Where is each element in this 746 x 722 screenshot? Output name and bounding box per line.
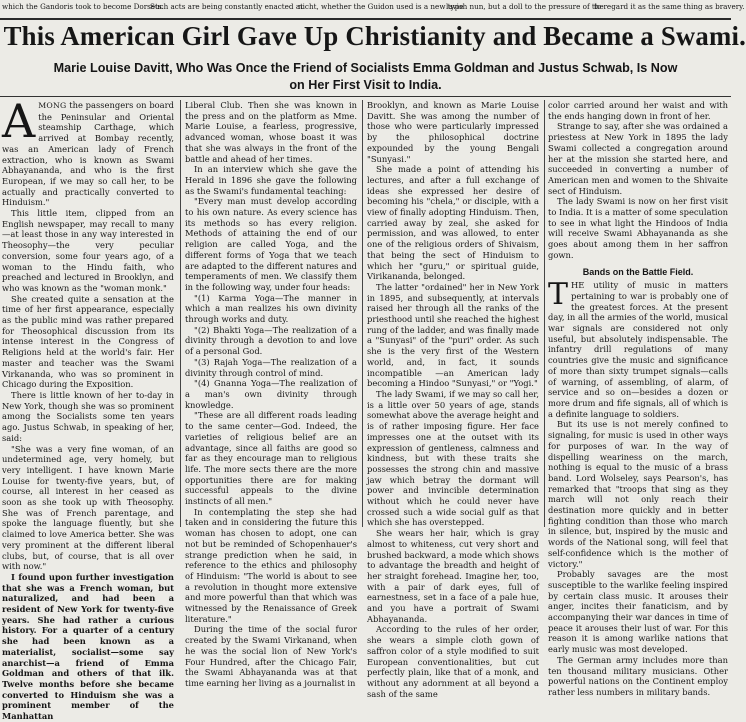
lead-paragraph: AMONG the passengers on board the Peninsular and Oriental steamship Carthage, which arrived at Bombay recently, was an American lady of French extraction, who is known as Swami Abhayananda, and who is the first European, if we may so call her, to be actually and practically converted to Hinduism." xyxy=(2,94,174,208)
paragraph: She created quite a sensation at the time of her first appearance, especially as the public mind was rather prepared for Theosophical discussion from its intense interest in the Congress of Religions held at the world's fair. Her master and teacher was the Swami Virkananda, who was so prominent in Chicago during the Exposition. xyxy=(2,293,174,390)
drop-cap: T xyxy=(548,277,569,313)
section-heading: Bands on the Battle Field. xyxy=(582,266,694,277)
article-subheadline-line-1: Marie Louise Davitt, Who Was Once the Friend of Socialists Emma Goldman and Justus Schwab, Is Now xyxy=(53,61,678,75)
paragraph: The lady Swami, if we may so call her, is a little over 50 years of age, stands somewhat above the average height and is of rather imposing figure. Her face impresses one at the outset with its expression of gentleness, calmness and kindness, but with these traits she possesses the strong chin and massive jaw which betray the dormant will power and invincible determination without which he could never have crossed such a wide social gulf as that which she has overstepped. xyxy=(367,388,539,528)
paragraph: There is little known of her to-day in New York, though she was so prominent among the Socialists some ten years ago. Justus Schwab, in speaking of her, said: xyxy=(2,389,174,443)
article-column-4 xyxy=(548,100,728,697)
column-divider xyxy=(544,100,545,527)
article-headline: This American Girl Gave Up Christianity and Became a Swami. xyxy=(3,21,746,51)
paragraph: "These are all different roads leading to the same center—God. Indeed, the varieties of religious belief are an advantage, since all faiths are good so far as they encourage man to religious life. The more sects there are the more opportunities there are for making successful appeals to the divine instincts of all men." xyxy=(185,410,357,507)
paragraph: "(2) Bhakti Yoga—The realization of a divinity through a devotion to and love of a personal God. xyxy=(185,324,357,357)
column-divider xyxy=(362,100,363,527)
paragraph: In contemplating the step she had taken and in considering the future this woman has chosen to adopt, one can not but be reminded of Schopenhauer's strange prediction when he said, in reference to the ethics and philosophy of Hinduism: "The world is about to see a revolution in thought more extensive and more powerful than that which was witnessed by the Renaissance of Greek literature." xyxy=(185,506,357,624)
paragraph-bold: I found upon further investigation that she was a French woman, but naturalized, and had been a resident of New York for twenty-five years. She had rather a curious history. For a quarter of a century she had been known as a materialist, socialist—some say anarchist—a friend of Emma Goldman and others of that ilk. Twelve months before she became converted to Hinduism she was a prominent member of the Manhattan xyxy=(2,571,174,722)
section-lead-paragraph: THE utility of music in matters pertaining to war is probably one of the greatest forces. At the present day, in all the armies of the world, musical war signals are considered not only useful, but absolutely indispensable. The infantry drill regulations of many countries give the music and significance of more than sixty trumpet signals—calls of warning, of assembling, of alarm, of service and so on—besides a dozen or more drum and fife signals, all of which is a definite language to soldiers. xyxy=(548,277,728,419)
headline-rule xyxy=(0,96,731,97)
paragraph: "She was a very fine woman, of an undetermined age, very homely, but very intelligent. I have known Marie Louise for twenty-five years, but, of course, all interest in her ceased as soon as she took up with Theosophy. She was of French parentage, and spoke the language fluently, but she claimed to love America better. She was very prominent at the different liberal clubs, but, of course, that is all over with now." xyxy=(2,443,174,572)
strip-text-4: lavish nun, but a doll to the pressure of the xyxy=(446,2,604,11)
paragraph: Brooklyn, and known as Marie Louise Davitt. She was among the number of those who were particularly impressed by the philosophical doctrine expounded by the young Bengali "Sunyasi." xyxy=(367,100,539,164)
article-column-1 xyxy=(2,94,174,722)
paragraph: "(3) Rajah Yoga—The realization of a divinity through control of mind. xyxy=(185,356,357,378)
paragraph: The latter "ordained" her in New York in 1895, and subsequently, at intervals raised her through all the ranks of the priesthood until she reached the highest rung of the ladder, and was finally made a "Sunyasi" of the "puri" order. As such she is the very first of the Western world, and, in fact, it sounds incompatible —an American lady becoming a Hindoo "Sunyasi," or "Yogi." xyxy=(367,281,539,389)
paragraph: She wears her hair, which is gray almost to whiteness, cut very short and brushed backward, a mode which shows to advantage the breadth and height of her straight forehead. Imagine her, too, with a pair of dark eyes, full of earnestness, set in a face of a pale hue, and you have a portrait of Swami Abhayananda. xyxy=(367,528,539,624)
paragraph: This little item, clipped from an English newspaper, may recall to many—at least those in any way interested in Theosophy—the very peculiar conversion, some four years ago, of a woman to the Hindu faith, who preached and lectured in Brooklyn, and who was known as the "woman monk." xyxy=(2,208,174,293)
paragraph: She made a point of attending his lectures, and after a full exchange of ideas she expressed her desire of becoming his "chela," or disciple, with a view of finally adopting Hinduism. Then, carried away by zeal, she asked for permission, and was allowed, to enter one of the religious orders of Shivaism, that being the sect of Hinduism to which her "guru," or spiritual guide, Virikananda, belonged. xyxy=(367,164,539,282)
article-column-3 xyxy=(367,100,539,699)
paragraph: Probably savages are the most susceptible to the warlike feeling inspired by certain class music. It arouses their anger, incites their fanaticism, and by accompanying their war dances in time of peace it arouses their lust of war. For this reason it is among warlike nations that early music was most developed. xyxy=(548,569,728,655)
paragraph: "(1) Karma Yoga—The manner in which a man realizes his own divinity through works and duty. xyxy=(185,292,357,325)
article-column-2 xyxy=(185,100,357,688)
strip-text-3: nicht, whether the Guidon used is a new type xyxy=(298,2,464,11)
column-divider xyxy=(180,100,181,527)
paragraph: "Every man must develop according to his own nature. As every science has its methods so has every religion. Methods of attaining the end of our religion are called Yoga, and the different forms of Yoga that we teach are adapted to the different natures and temperaments of men. We classify them in the following way, under four heads: xyxy=(185,196,357,292)
strip-text-1: which the Gandoris took to become Dorsets. xyxy=(2,2,164,11)
paragraph: Liberal Club. Then she was known in the press and on the platform as Mme. Marie Louise, a fearless, progressive, advanced woman, whose boast it was that she was always in the front of the battle and ahead of her times. xyxy=(185,100,357,164)
previous-article-strip xyxy=(0,0,745,20)
paragraph: In an interview which she gave the Herald in 1896 she gave the following as the Swami's fundamental teaching: xyxy=(185,164,357,196)
paragraph: But its use is not merely confined to signaling, for music is used in other ways for purposes of war. In the way of dispelling weariness on the march, nothing is equal to the music of a brass band. Lord Wolseley, says Pearson's, has remarked that "troops that sing as they march will not only reach their destination more quickly and in better fighting condition than those who march in silence, but, inspired by the music and words of the National song, will feel that self-confidence which is the mother of victory." xyxy=(548,419,728,569)
paragraph: Strange to say, after she was ordained a priestess at New York in 1895 the lady Swami collected a congregation around her at the mission she started here, and succeeded in converting a number of American men and women to the Shivaite sect of Hinduism. xyxy=(548,121,728,196)
paragraph: The German army includes more than ten thousand military musicians. Other powerful nations on the Continent employ rather less numbers in military bands. xyxy=(548,654,728,697)
paragraph: During the time of the social furor created by the Swami Virkanand, when he was the social lion of New York's Four Hundred, after the Chicago Fair, the Swami Abhayananda was at that time earning her living as a journalist in xyxy=(185,624,357,688)
drop-cap: A xyxy=(2,94,36,148)
paragraph: color carried around her waist and with the ends hanging down in front of her. xyxy=(548,100,728,121)
article-subheadline-line-2: on Her First Visit to India. xyxy=(289,78,442,92)
paragraph: According to the rules of her order, she wears a simple cloth gown of saffron color of a style modified to suit European conventionalities, but cut perfectly plain, like that of a monk, and without any adornment at all beyond a sash of the same xyxy=(367,624,539,699)
paragraph: The lady Swami is now on her first visit to India. It is a matter of some speculation to see in what light the Hindoos of India will receive Swami Abhayananda as she goes about among them in her saffron gown. xyxy=(548,196,728,260)
paragraph: "(4) Gnanna Yoga—The realization of a man's own divinity through knowledge. xyxy=(185,378,357,410)
strip-text-5: to regard it as the same thing as bravery. xyxy=(594,2,745,11)
strip-text-2: Such acts are being constantly enacted at xyxy=(150,2,303,11)
